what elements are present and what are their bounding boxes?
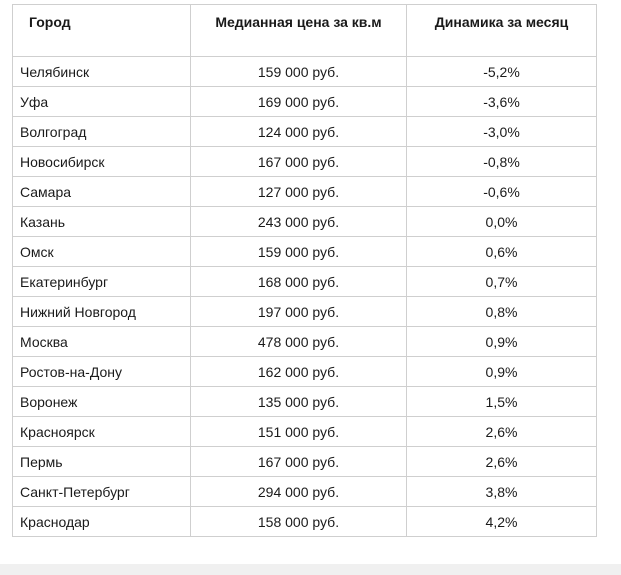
header-price: Медианная цена за кв.м [191,5,407,57]
cell-change: 3,8% [407,477,597,507]
table-row [13,177,597,207]
cell-city: Нижний Новгород [13,297,191,327]
cell-change: -0,8% [407,147,597,177]
cell-city: Санкт-Петербург [13,477,191,507]
cell-city: Воронеж [13,387,191,417]
cell-city: Уфа [13,87,191,117]
cell-price: 294 000 руб. [191,477,407,507]
table-row [13,507,597,537]
cell-price: 162 000 руб. [191,357,407,387]
table-row [13,207,597,237]
cell-price: 124 000 руб. [191,117,407,147]
table-row [13,417,597,447]
cell-city: Волгоград [13,117,191,147]
table-row [13,267,597,297]
cell-change: 0,8% [407,297,597,327]
table-row [13,357,597,387]
table-row [13,57,597,87]
cell-price: 243 000 руб. [191,207,407,237]
cell-price: 135 000 руб. [191,387,407,417]
cell-city: Пермь [13,447,191,477]
cell-price: 167 000 руб. [191,447,407,477]
cell-change: 0,6% [407,237,597,267]
cell-price: 159 000 руб. [191,57,407,87]
table-body [13,57,597,537]
cell-change: 0,0% [407,207,597,237]
cell-change: 1,5% [407,387,597,417]
cell-price: 168 000 руб. [191,267,407,297]
table-row [13,477,597,507]
cell-change: 0,7% [407,267,597,297]
cell-city: Челябинск [13,57,191,87]
cell-change: 0,9% [407,357,597,387]
header-change: Динамика за месяц [407,5,597,57]
cell-change: 4,2% [407,507,597,537]
cell-city: Омск [13,237,191,267]
cell-city: Ростов-на-Дону [13,357,191,387]
cell-change: -3,0% [407,117,597,147]
cell-price: 169 000 руб. [191,87,407,117]
table-row [13,447,597,477]
table-row [13,87,597,117]
cell-city: Казань [13,207,191,237]
cell-price: 127 000 руб. [191,177,407,207]
table-row [13,147,597,177]
cell-change: 2,6% [407,417,597,447]
header-city: Город [13,5,191,57]
cell-price: 158 000 руб. [191,507,407,537]
cell-change: 2,6% [407,447,597,477]
cell-city: Краснодар [13,507,191,537]
cell-city: Екатеринбург [13,267,191,297]
table-row [13,387,597,417]
cell-price: 151 000 руб. [191,417,407,447]
cell-price: 167 000 руб. [191,147,407,177]
cell-city: Красноярск [13,417,191,447]
cell-city: Самара [13,177,191,207]
table-row [13,117,597,147]
page-bottom-strip [0,564,621,575]
cell-change: -5,2% [407,57,597,87]
cell-city: Новосибирск [13,147,191,177]
cell-change: -0,6% [407,177,597,207]
table-row [13,297,597,327]
table-row [13,237,597,267]
table-header-row [13,5,597,57]
table-row [13,327,597,357]
cell-price: 197 000 руб. [191,297,407,327]
cell-price: 478 000 руб. [191,327,407,357]
cell-price: 159 000 руб. [191,237,407,267]
price-table [12,4,597,537]
cell-change: -3,6% [407,87,597,117]
cell-change: 0,9% [407,327,597,357]
cell-city: Москва [13,327,191,357]
